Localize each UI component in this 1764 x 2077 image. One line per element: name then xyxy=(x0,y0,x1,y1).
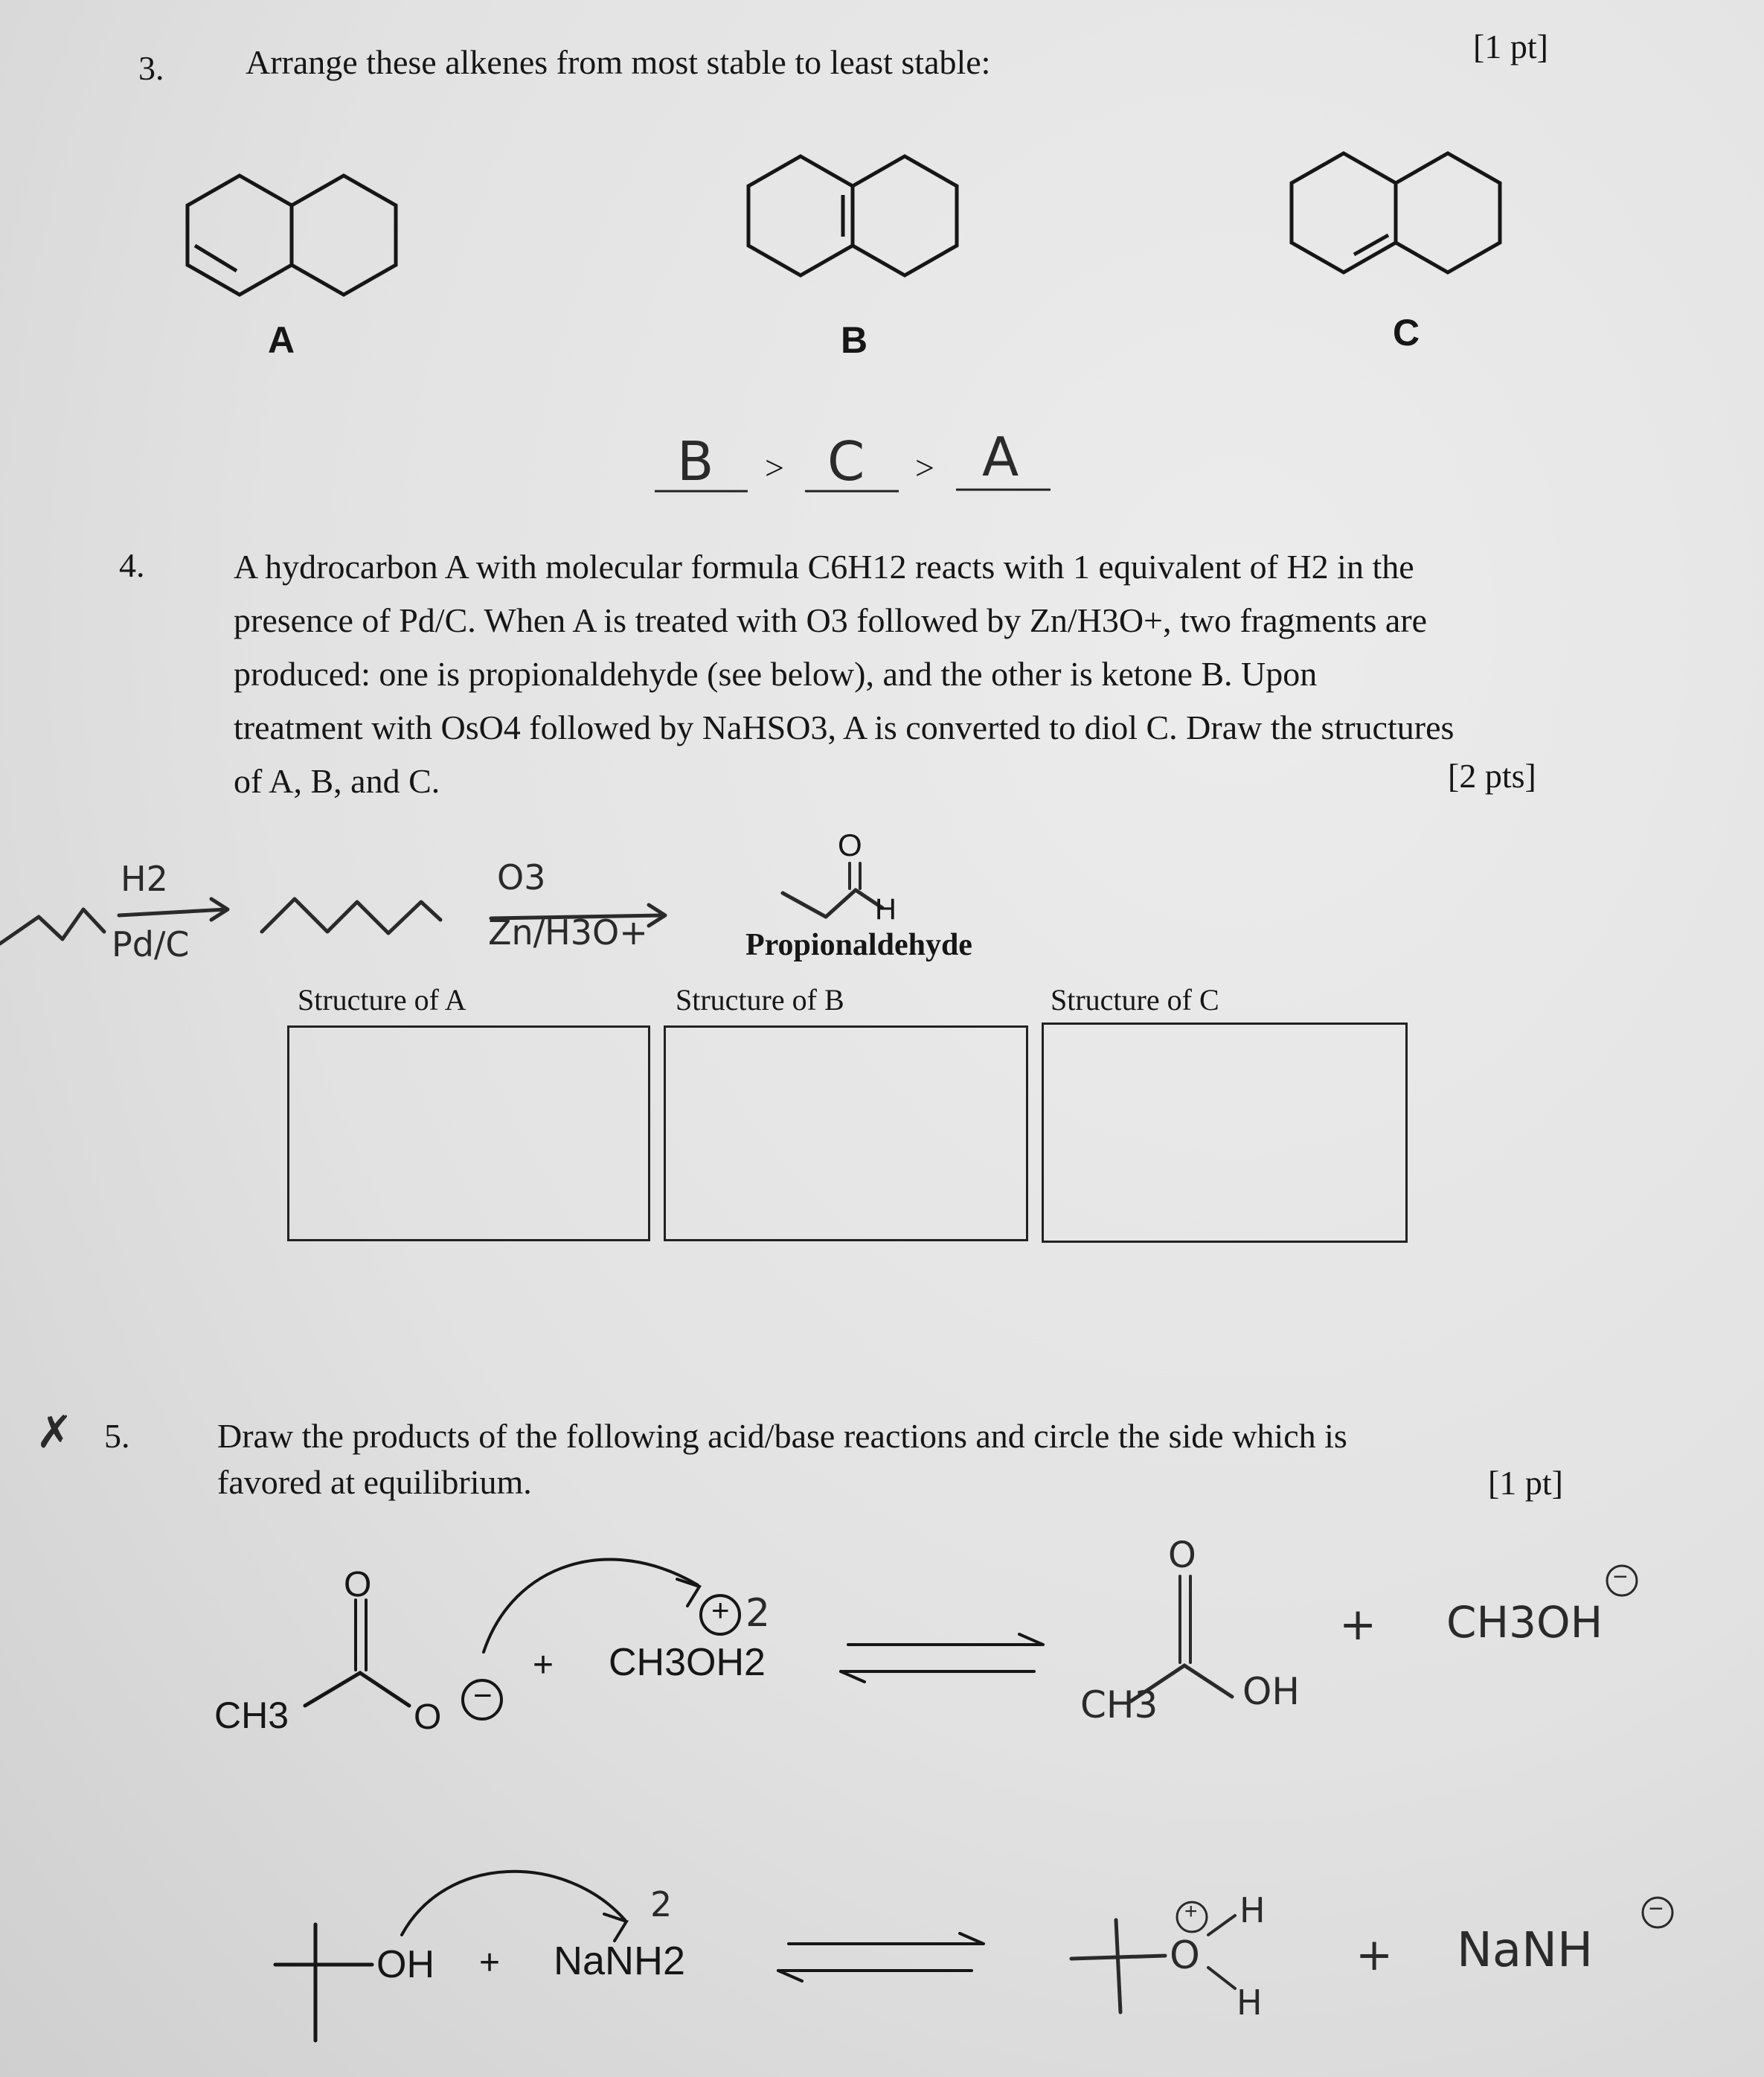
r2-prod2-charge: − xyxy=(1649,1895,1664,1923)
r2-prod-charge: + xyxy=(1184,1899,1198,1924)
r2-prod-o: O xyxy=(1170,1933,1200,1978)
r2-reagent: NaNH2 xyxy=(554,1939,686,1983)
r1-plus: + xyxy=(533,1645,554,1685)
answer-third: A xyxy=(982,426,1019,488)
q5-points: [1 pt] xyxy=(1488,1464,1563,1502)
box-label-a: Structure of A xyxy=(298,983,466,1017)
r1-charge: + xyxy=(711,1593,730,1628)
r2-count: 2 xyxy=(650,1884,673,1924)
q4-line-4: treatment with OsO4 followed by NaHSO3, A is converted to diol C. Draw the structures xyxy=(234,708,1455,746)
box-label-b: Structure of B xyxy=(676,983,844,1017)
r1-prod2-charge: − xyxy=(1613,1563,1628,1591)
r1-prod-oh: OH xyxy=(1242,1670,1300,1713)
gt-1: > xyxy=(765,449,784,487)
r1-count: 2 xyxy=(745,1591,771,1636)
q4-line-5: of A, B, and C. xyxy=(234,762,440,800)
q5-line-2: favored at equilibrium. xyxy=(217,1463,532,1501)
r1-minus-sign: − xyxy=(473,1677,493,1714)
q5-number: 5. xyxy=(104,1417,130,1455)
answer-first: B xyxy=(677,430,714,493)
propionaldehyde-label: Propionaldehyde xyxy=(745,928,972,962)
molecule-b-label: B xyxy=(841,319,868,361)
q4-points: [2 pts] xyxy=(1448,757,1536,795)
q4-line-1: A hydrocarbon A with molecular formula C6H12 reacts with 1 equivalent of H2 in the xyxy=(234,548,1414,586)
reagent2-bottom: Zn/H3O+ xyxy=(488,912,648,953)
q4-line-2: presence of Pd/C. When A is treated with O3 followed by Zn/H3O+, two fragments are xyxy=(234,601,1428,639)
aldehyde-o: O xyxy=(838,828,862,863)
box-label-c: Structure of C xyxy=(1051,983,1219,1017)
r2-oh: OH xyxy=(376,1943,434,1986)
r1-prod-o: O xyxy=(1168,1534,1196,1576)
molecule-c-label: C xyxy=(1393,312,1420,353)
q5-line-1: Draw the products of the following acid/base reactions and circle the side which is xyxy=(217,1417,1347,1455)
r1-reagent: CH3OH2 xyxy=(609,1641,766,1684)
r2-prod-plus: + xyxy=(1356,1929,1393,1981)
reagent1-bottom: Pd/C xyxy=(112,924,190,964)
r1-prod2: CH3OH xyxy=(1446,1597,1603,1648)
gt-2: > xyxy=(915,449,934,487)
r1-o-top: O xyxy=(344,1565,372,1604)
r1-prod-ch3: CH3 xyxy=(1080,1683,1158,1726)
answer-second: C xyxy=(827,430,865,493)
reagent1-top: H2 xyxy=(121,859,168,899)
q5-mark: ✗ xyxy=(36,1406,74,1459)
r2-prod-h2: H xyxy=(1237,1982,1263,2023)
r2-prod-h1: H xyxy=(1239,1890,1266,1930)
aldehyde-h: H xyxy=(875,893,897,926)
reagent2-top: O3 xyxy=(497,857,546,897)
q3-prompt: Arrange these alkenes from most stable to least stable: xyxy=(246,43,991,81)
r1-prod-plus: + xyxy=(1339,1598,1377,1651)
r1-ch3: CH3 xyxy=(214,1694,289,1736)
r2-plus: + xyxy=(479,1943,501,1982)
r2-prod2: NaNH xyxy=(1457,1923,1594,1978)
q3-points: [1 pt] xyxy=(1473,28,1548,65)
molecule-a-label: A xyxy=(268,319,295,361)
q3-number: 3. xyxy=(138,49,164,87)
r1-o-minus: O xyxy=(414,1697,442,1737)
q4-line-3: produced: one is propionaldehyde (see below), and the other is ketone B. Upon xyxy=(234,655,1318,693)
q4-number: 4. xyxy=(119,546,145,584)
